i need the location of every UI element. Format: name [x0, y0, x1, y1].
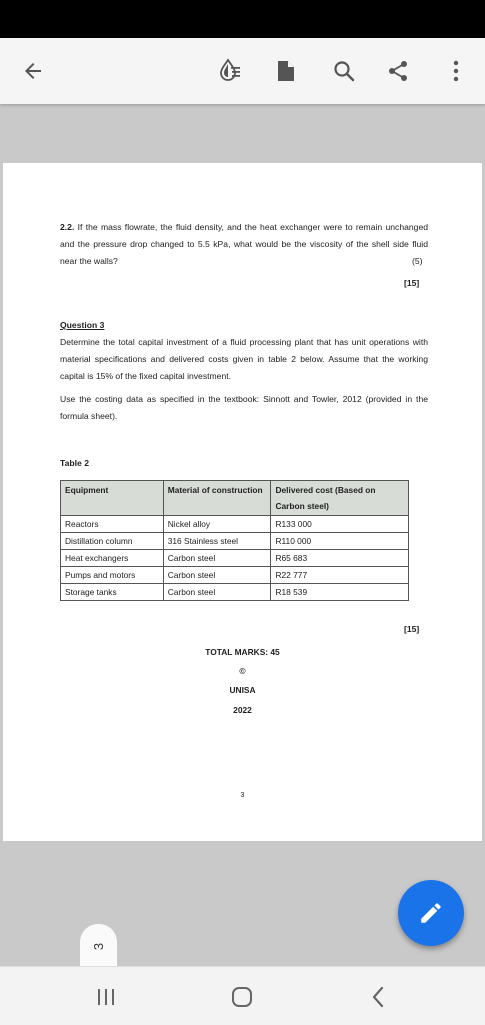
table-cell: R65 683: [271, 550, 409, 567]
table-cell: R18 539: [271, 584, 409, 601]
search-icon[interactable]: [326, 53, 362, 89]
table-row: [61, 584, 409, 601]
table-cell: Carbon steel: [163, 550, 271, 567]
table-cell: Distillation column: [61, 533, 164, 550]
question-3-paragraph-2: Use the costing data as specified in the textbook: Sinnott and Towler, 2012 (provided in the formula sheet).: [60, 394, 428, 421]
table-header: Delivered cost (Based on Carbon steel): [271, 481, 409, 516]
edit-pencil-icon: [418, 900, 444, 926]
table-row: [61, 567, 409, 584]
question-3-paragraph-1: Determine the total capital investment of a fluid processing plant that has unit operations with material specifications and delivered costs given in table 2 below. Assume that the working capital is 15% of the fixed capital investment.: [60, 337, 428, 381]
back-arrow-icon[interactable]: [15, 53, 51, 89]
page-indicator[interactable]: [80, 924, 117, 968]
table-cell: Carbon steel: [163, 584, 271, 601]
institution-name: UNISA: [229, 685, 256, 695]
navigation-bar: [0, 966, 485, 1025]
table-header: Material of construction: [163, 481, 271, 516]
table-cell: Carbon steel: [163, 567, 271, 584]
table-row: [61, 516, 409, 533]
question-2-total: [15]: [404, 278, 420, 288]
document-year: 2022: [233, 705, 252, 715]
table-cell: 316 Stainless steel: [163, 533, 271, 550]
status-bar: [0, 0, 485, 38]
table-cell: Reactors: [61, 516, 164, 533]
total-marks: TOTAL MARKS: 45: [205, 647, 280, 657]
table-cell: R110 000: [271, 533, 409, 550]
table-cell: Nickel alloy: [163, 516, 271, 533]
edit-button[interactable]: [398, 880, 464, 946]
table-cell: R133 000: [271, 516, 409, 533]
table-cell: Storage tanks: [61, 584, 164, 601]
page-indicator-number: 3: [90, 942, 106, 950]
table-cell: R22 777: [271, 567, 409, 584]
table-caption: Table 2: [60, 458, 89, 468]
reading-mode-icon[interactable]: [212, 53, 248, 89]
table-header: Equipment: [61, 481, 164, 516]
table-cell: Heat exchangers: [61, 550, 164, 567]
table-header-row: [61, 481, 409, 516]
question-2-2: [60, 219, 428, 270]
share-icon[interactable]: [380, 53, 416, 89]
back-icon[interactable]: [366, 985, 390, 1009]
page-number: 3: [240, 792, 245, 799]
question-3-heading: Question 3: [60, 320, 105, 330]
file-icon[interactable]: [268, 53, 304, 89]
home-icon[interactable]: [230, 985, 254, 1009]
top-toolbar: [0, 38, 485, 104]
question-3-total: [15]: [404, 624, 420, 634]
more-vert-icon[interactable]: [438, 53, 474, 89]
recent-apps-icon[interactable]: [94, 985, 118, 1009]
equipment-table: [60, 480, 409, 601]
table-row: [61, 550, 409, 567]
question-text: If the mass flowrate, the fluid density, and the heat exchanger were to remain unchanged and the pressure drop changed to 5.5 kPa, what would be the viscosity of the shell side fluid near the walls?: [60, 222, 429, 266]
copyright-symbol: ©: [239, 666, 246, 676]
table-row: [61, 533, 409, 550]
question-number: 2.2.: [60, 222, 75, 232]
table-cell: Pumps and motors: [61, 567, 164, 584]
question-marks: (5): [412, 256, 423, 266]
